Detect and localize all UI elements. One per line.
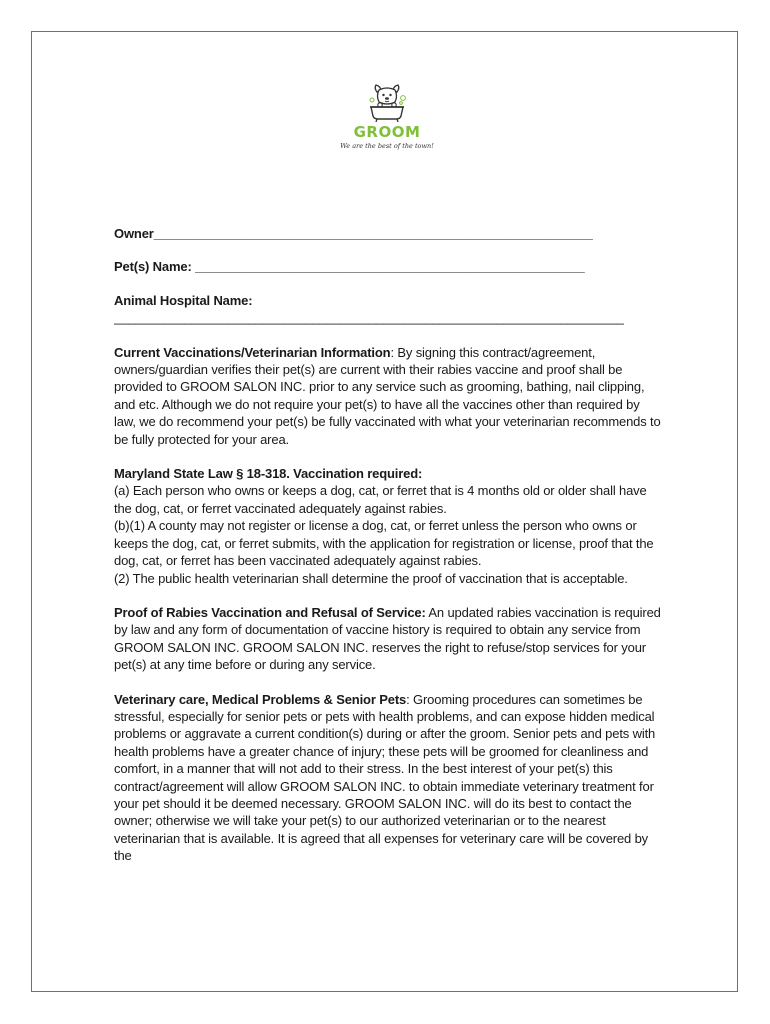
owner-blank-line[interactable]: ______________________________________________________________: [153, 226, 593, 241]
vet-care-paragraph: [114, 691, 662, 865]
rabies-proof-heading: Proof of Rabies Vaccination and Refusal of Service:: [114, 604, 426, 620]
rabies-proof-paragraph: [114, 604, 662, 674]
owner-label: Owner: [114, 226, 154, 241]
agreement-content: [114, 225, 662, 865]
vaccinations-paragraph: [114, 344, 662, 448]
vaccinations-body: : By signing this contract/agreement, owners/guardian verifies their pet(s) are current with their rabies vaccine and proof shall be provided to GROOM SALON INC. prior to any service such as grooming, bathing, nail clipping, and etc. Although we do not require your pet(s) to have all the vaccines other than required by law, we do recommend your pet(s) be fully vaccinated with what your veterinarian recommends to be fully protected for your area.: [114, 344, 661, 447]
pets-name-label: Pet(s) Name:: [114, 259, 196, 275]
rabies-proof-body: An updated rabies vaccination is required by law and any form of documentation of vaccine history is required to obtain any service from GROOM SALON INC. GROOM SALON INC. reserves the right to refuse/stop services for your pet(s) at any time before or during any service.: [114, 604, 661, 673]
vet-care-body: : Grooming procedures can sometimes be stressful, especially for senior pets or pets with health problems, and can expose hidden medical problems or aggravate a current condition(s) during or after the groom. Senior pets and pets with health problems have a greater chance of injury; these pets will be groomed for cleanliness and comfort, in a manner that will not add to their stress. In the best interest of your pet(s) this contract/agreement will allow GROOM SALON INC. to obtain immediate veterinary treatment for your pet should it be deemed necessary. GROOM SALON INC. will do its best to contact the owner; otherwise we will take your pet(s) to our authorized veterinarian or to the nearest veterinarian that is available. It is agreed that all expenses for veterinary care will be covered by the: [114, 691, 656, 864]
brand-tagline: We are the best of the town!: [340, 142, 434, 150]
pets-name-field[interactable]: [114, 258, 662, 275]
hospital-name-blank-line[interactable]: ________________________________________________________________________: [114, 310, 624, 326]
dog-in-bathtub-icon: [366, 84, 408, 122]
maryland-law-heading: Maryland State Law § 18-318. Vaccination required:: [114, 466, 423, 482]
vet-care-heading: Veterinary care, Medical Problems & Senior Pets: [114, 691, 407, 707]
hospital-name-label: Animal Hospital Name:: [114, 292, 253, 308]
brand-name: GROOM: [353, 123, 421, 141]
groom-logo: [332, 84, 442, 150]
owner-field[interactable]: [114, 225, 662, 242]
maryland-law-item-2: (2) The public health veterinarian shall determine the proof of vaccination that is acceptable.: [114, 570, 628, 586]
maryland-law-item-a: (a) Each person who owns or keeps a dog, cat, or ferret that is 4 months old or older shall have the dog, cat, or ferret vaccinated adequately against rabies.: [114, 483, 647, 516]
maryland-law-item-b1: (b)(1) A county may not register or license a dog, cat, or ferret unless the person who owns or keeps the dog, cat, or ferret submits, with the application for registration or license, proof that the dog, cat, or ferret has been vaccinated adequately against rabies.: [114, 518, 654, 569]
pets-name-blank-line[interactable]: _______________________________________________________: [195, 259, 585, 275]
maryland-law-section: [114, 465, 662, 587]
vaccinations-heading: Current Vaccinations/Veterinarian Information: [114, 344, 391, 360]
document-page: [31, 31, 738, 992]
